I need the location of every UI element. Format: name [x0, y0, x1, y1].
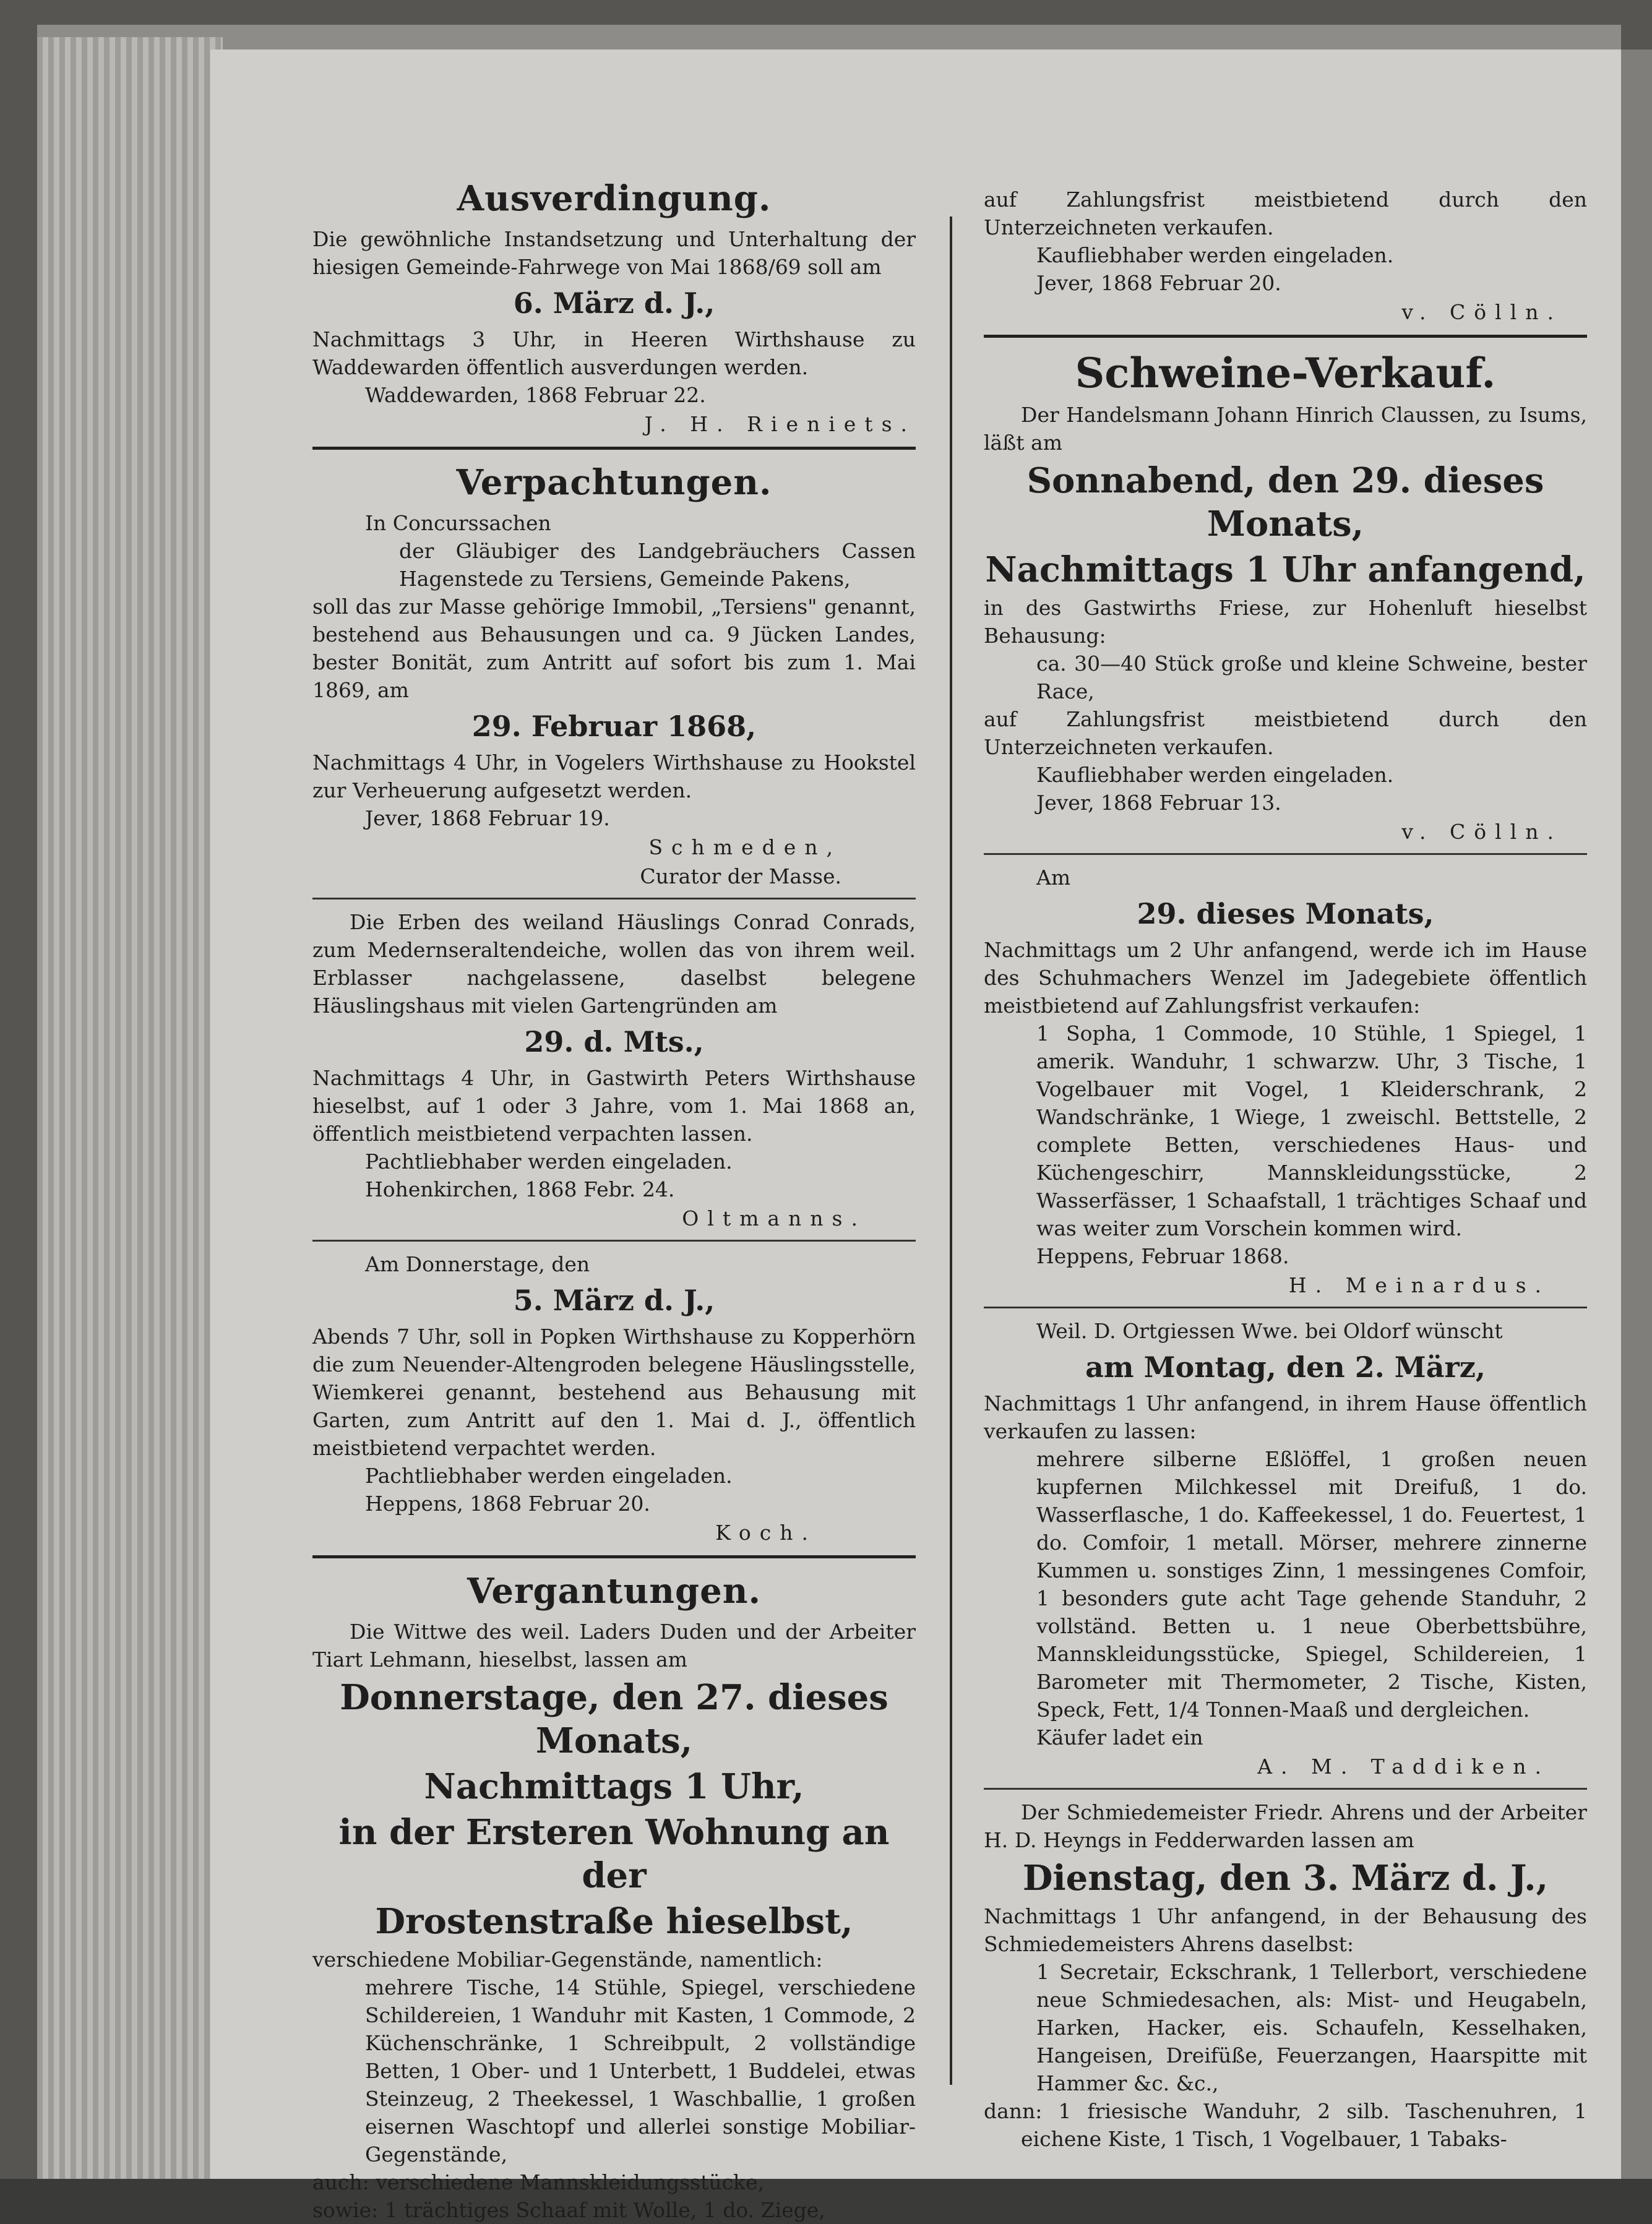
section-title: Vergantungen.: [467, 1571, 761, 1612]
ad-note: Käufer ladet ein: [1036, 1725, 1203, 1750]
ad-date-line: Sonnabend, den 29. dieses Monats,: [1026, 460, 1544, 544]
section-rule: [312, 447, 916, 450]
ad-terms: auf Zahlungsfrist meistbietend durch den Unterzeichneten verkaufen.: [984, 707, 1587, 759]
ad-body: Der Schmiedemeister Friedr. Ahrens und der Arbeiter H. D. Heyngs in Fedderwarden lassen am: [984, 1800, 1587, 1852]
column-divider: [950, 217, 952, 2085]
ad-detail: Nachmittags 3 Uhr, in Heeren Wirthshause zu Waddewarden öffentlich ausverdungen werden.: [312, 327, 916, 379]
ad-body: Die gewöhnliche Instandsetzung und Unterhaltung der hiesigen Gemeinde-Fahrwege von Mai 1868/69 soll am: [312, 227, 916, 279]
left-column: [312, 173, 916, 2224]
ad-place-date: Jever, 1868 Februar 20.: [1036, 271, 1281, 295]
ad-items: mehrere silberne Eßlöffel, 1 großen neuen kupfernen Milchkessel mit Dreifuß, 1 do. Wasserflasche, 1 do. Kaffeekessel, 1 do. Feuertest, 1 do. Comfoir, 1 metall. Mörser, mehrere zinnerne Kummen u. sonstiges Zinn, 1 messingenes Comfoir, 1 besonders gute acht Tage gehende Standuhr, 2 vollständ. Betten u. 1 neue Oberbettsbühre, Mannskleidungsstücke, Spiegel, Schildereien, 1 Barometer mit Thermometer, 2 Tische, Kisten, Speck, Fett, 1/4 Tonnen-Maaß und dergleichen.: [1036, 1447, 1587, 1722]
ad-items: 1 Secretair, Eckschrank, 1 Tellerbort, verschiedene neue Schmiedesachen, als: Mist- und Heugabeln, Harken, Hacker, eis. Schaufeln, Kesselhaken, Hangeisen, Dreifüße, Feuerzangen, Haarspitte mit Hammer &c. &c.,: [1036, 1960, 1587, 2095]
ad-place-date: Hohenkirchen, 1868 Febr. 24.: [365, 1177, 675, 1201]
ad-intro-detail: der Gläubiger des Landgebräuchers Cassen Hagenstede zu Tersiens, Gemeinde Pakens,: [399, 539, 916, 591]
ad-separator: [312, 898, 916, 899]
ad-title: Schweine-Verkauf.: [1075, 349, 1496, 397]
ad-date: 29. Februar 1868,: [471, 710, 757, 743]
ad-items: 1 Sopha, 1 Commode, 10 Stühle, 1 Spiegel, 1 amerik. Wanduhr, 1 schwarzw. Uhr, 3 Tische, 1 Vogelbauer mit Vogel, 1 Kleiderschrank, 2 Wandschränke, 1 Wiege, 1 zweischl. Bettstelle, 2 complete Betten, verschiedenes Haus- und Küchengeschirr, Mannskleidungsstücke, 2 Wasserfässer, 1 Schaafstall, 1 trächtiges Schaaf und was weiter zum Vorschein kommen wird.: [1036, 1021, 1587, 1240]
ad-date-line: Donnerstage, den 27. dieses Monats,: [340, 1677, 888, 1761]
ad-signature: Oltmanns.: [682, 1206, 866, 1230]
section-title: Verpachtungen.: [456, 462, 772, 503]
ad-signature: H. Meinardus.: [1288, 1273, 1550, 1297]
ad-time-line: Nachmittags 1 Uhr anfangend,: [985, 549, 1586, 590]
ad-intro: Am: [1036, 865, 1071, 890]
ad-body: Die Erben des weiland Häuslings Conrad Conrads, zum Medernseraltendeiche, wollen das von ihrem weil. Erblasser nachgelassene, daselbst belegene Häuslingshaus mit vielen Gartengründen am: [312, 910, 916, 1018]
page-foredge: [37, 37, 223, 2179]
ad-items-as-well: sowie: 1 trächtiges Schaaf mit Wolle, 1 do. Ziege,: [312, 2198, 825, 2222]
ad-note: Pachtliebhaber werden eingeladen.: [365, 1464, 733, 1488]
ad-body: Abends 7 Uhr, soll in Popken Wirthshause zu Kopperhörn die zum Neuender-Altengroden belegene Häuslingsstelle, Wiemkerei genannt, bestehend aus Behausung mit Garten, zum Antritt auf den 1. Mai d. J., öffentlich meistbietend verpachtet werden.: [312, 1325, 916, 1460]
ad-date: am Montag, den 2. März,: [1085, 1350, 1486, 1384]
ad-body: Die Wittwe des weil. Laders Duden und der Arbeiter Tiart Lehmann, hieselbst, lassen am: [312, 1620, 916, 1672]
right-column: [984, 186, 1587, 2153]
ad-intro: Am Donnerstage, den: [365, 1252, 590, 1276]
ad-items-then: dann: 1 friesische Wanduhr, 2 silb. Taschenuhren, 1 eichene Kiste, 1 Tisch, 1 Vogelbauer, 1 Tabaks-: [984, 2099, 1587, 2151]
ad-place-date: Heppens, Februar 1868.: [1036, 1244, 1289, 1268]
ad-body: auf Zahlungsfrist meistbietend durch den Unterzeichneten verkaufen.: [984, 187, 1587, 239]
ad-note: Kaufliebhaber werden eingeladen.: [1036, 243, 1394, 267]
ad-body: Nachmittags 1 Uhr anfangend, in ihrem Hause öffentlich verkaufen zu lassen:: [984, 1391, 1587, 1443]
ad-items: ca. 30—40 Stück große und kleine Schweine, bester Race,: [1036, 651, 1587, 703]
ad-items: mehrere Tische, 14 Stühle, Spiegel, verschiedene Schildereien, 1 Wanduhr mit Kasten, 1 Commode, 2 Küchenschränke, 1 Schreibpult, 2 vollständige Betten, 1 Ober- und 1 Unterbett, 1 Buddelei, etwas Steinzeug, 2 Theekessel, 1 Waschballie, 1 großen eisernen Waschtopf und allerlei sonstige Mobiliar-Gegenstände,: [365, 1975, 916, 2166]
ad-intro: In Concurssachen: [365, 511, 551, 535]
ad-signature: Koch.: [715, 1521, 817, 1545]
ad-items-also: auch: verschiedene Mannskleidungsstücke,: [312, 2170, 765, 2194]
ad-wenzel-auction: [984, 864, 1587, 1299]
ad-place-date: Jever, 1868 Februar 13.: [1036, 791, 1281, 815]
ad-continuation: [984, 186, 1587, 326]
ad-intro: Weil. D. Ortgiessen Wwe. bei Oldorf wünscht: [1036, 1319, 1503, 1343]
ad-ortgiessen-auction: [984, 1317, 1587, 1780]
ad-date: Dienstag, den 3. März d. J.,: [1022, 1858, 1549, 1899]
ad-date: 5. März d. J.,: [513, 1284, 715, 1317]
ad-separator: [312, 1240, 916, 1242]
ad-place-date: Waddewarden, 1868 Februar 22.: [365, 383, 706, 407]
ad-detail: verschiedene Mobiliar-Gegenstände, namentlich:: [312, 1947, 823, 1972]
ad-street-line: Drostenstraße hieselbst,: [375, 1901, 853, 1942]
ad-date: 6. März d. J.,: [513, 286, 715, 320]
ad-haeuslingshaus: [312, 908, 916, 1232]
ad-place-date: Heppens, 1868 Februar 20.: [365, 1492, 650, 1516]
ad-detail: Nachmittags 4 Uhr, in Gastwirth Peters Wirthshause hieselbst, auf 1 oder 3 Jahre, vom 1. Mai 1868 an, öffentlich meistbietend verpachten lassen.: [312, 1066, 916, 1146]
ad-signature: Schmeden,: [648, 835, 841, 859]
ad-time-line: Nachmittags 1 Uhr,: [424, 1766, 804, 1807]
ad-separator: [984, 853, 1587, 855]
ad-body: soll das zur Masse gehörige Immobil, „Tersiens" genannt, bestehend aus Behausungen und ca. 9 Jücken Landes, bester Bonität, zum Antritt auf sofort bis zum 1. Mai 1869, am: [312, 595, 916, 702]
ad-place-date: Jever, 1868 Februar 19.: [365, 806, 610, 830]
ad-haeuslingsstelle: [312, 1250, 916, 1547]
ad-note: Kaufliebhaber werden eingeladen.: [1036, 763, 1394, 787]
ad-detail: in des Gastwirths Friese, zur Hohenluft hieselbst Behausung:: [984, 596, 1587, 648]
ad-detail: Nachmittags 4 Uhr, in Vogelers Wirthshause zu Hookstel zur Verheuerung aufgesetzt werden.: [312, 750, 916, 802]
ad-signature: v. Cölln.: [1401, 820, 1562, 844]
ad-body: Der Handelsmann Johann Hinrich Claussen, zu Isums, läßt am: [984, 403, 1587, 455]
ad-signature: J. H. Rieniets.: [644, 412, 916, 436]
ad-vergantungen: [312, 1568, 916, 2224]
ad-note: Pachtliebhaber werden eingeladen.: [365, 1149, 733, 1174]
ad-verpachtungen: [312, 460, 916, 890]
ad-separator: [984, 1307, 1587, 1308]
ad-date: 29. d. Mts.,: [524, 1025, 704, 1058]
ad-schweine-verkauf: [984, 348, 1587, 846]
ad-location-line: in der Ersteren Wohnung an der: [338, 1812, 890, 1896]
ad-ausverdingung: [312, 176, 916, 438]
ad-separator: [984, 1788, 1587, 1790]
ad-signature: v. Cölln.: [1401, 300, 1562, 324]
ad-signature: A. M. Taddiken.: [1257, 1754, 1550, 1779]
section-rule: [312, 1555, 916, 1558]
right-page-edge: [1621, 49, 1652, 2179]
section-rule: [984, 335, 1587, 338]
ad-ahrens-auction: [984, 1798, 1587, 2153]
ad-title: Ausverdingung.: [457, 178, 772, 219]
ad-date: 29. dieses Monats,: [1137, 897, 1434, 930]
ad-detail: Nachmittags 1 Uhr anfangend, in der Behausung des Schmiedemeisters Ahrens daselbst:: [984, 1904, 1587, 1956]
ad-signature-role: Curator der Masse.: [640, 864, 841, 888]
ad-body: Nachmittags um 2 Uhr anfangend, werde ich im Hause des Schuhmachers Wenzel im Jadegebiete öffentlich meistbietend auf Zahlungsfrist verkaufen:: [984, 938, 1587, 1018]
